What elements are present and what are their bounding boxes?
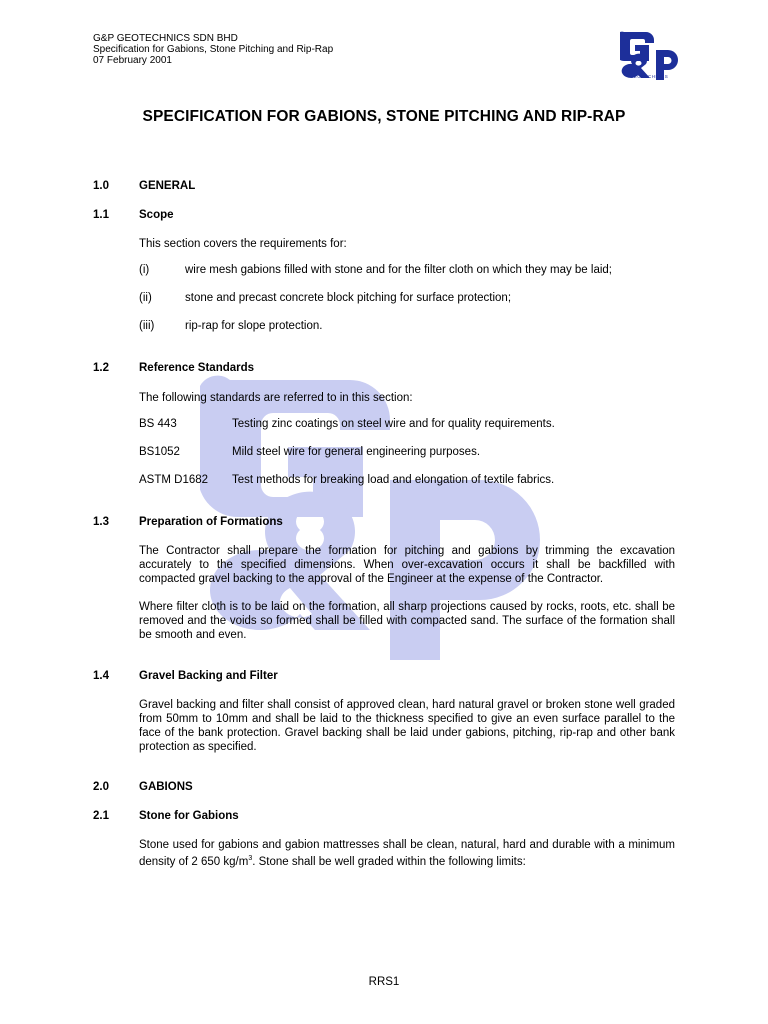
section-number: 1.2 bbox=[93, 362, 109, 374]
logo-caption: GEOTECHNICS bbox=[629, 74, 669, 79]
document-header bbox=[93, 33, 333, 66]
list-item-label: (iii) bbox=[139, 320, 155, 332]
page-title: SPECIFICATION FOR GABIONS, STONE PITCHING AND RIP-RAP bbox=[142, 108, 626, 125]
list-item-text: stone and precast concrete block pitching for surface protection; bbox=[185, 292, 512, 304]
section-heading: Stone for Gabions bbox=[139, 810, 239, 822]
list-item-label: (ii) bbox=[139, 292, 152, 304]
section-heading: GENERAL bbox=[139, 180, 196, 192]
section-number: 2.1 bbox=[93, 810, 109, 822]
paragraph bbox=[139, 838, 675, 869]
paragraph: Gravel backing and filter shall consist of approved clean, hard natural gravel or broken stone well graded from 50mm to 10mm and shall be laid to the thickness specified to give an even surface parallel to the face of the bank protection. Gravel backing shall be laid under gabions, pitching, rip-rap and other bank protection as specified. bbox=[139, 699, 675, 753]
section-heading: Gravel Backing and Filter bbox=[139, 670, 278, 682]
paragraph-text: Stone used for gabions and gabion mattresses shall be clean, natural, hard and durable with a minimum density of 2 650 kg/m bbox=[139, 839, 675, 868]
document-date: 07 February 2001 bbox=[93, 55, 172, 66]
page-number: RRS1 bbox=[368, 976, 400, 988]
paragraph: The following standards are referred to in this section: bbox=[139, 392, 413, 404]
section-number: 1.3 bbox=[93, 516, 109, 528]
section-number: 1.1 bbox=[93, 209, 109, 221]
paragraph: Where filter cloth is to be laid on the formation, all sharp projections caused by rocks, roots, etc. shall be removed and the voids so formed shall be filled with compacted sand. The surface of the formation shall be smooth and even. bbox=[139, 601, 675, 641]
list-item-label: (i) bbox=[139, 264, 150, 276]
company-logo bbox=[620, 30, 678, 88]
section-heading: Reference Standards bbox=[139, 362, 255, 374]
list-item-text: rip-rap for slope protection. bbox=[185, 320, 323, 332]
section-heading: Scope bbox=[139, 209, 174, 221]
standard-description: Testing zinc coatings on steel wire and for quality requirements. bbox=[232, 418, 555, 430]
superscript: 3 bbox=[248, 855, 253, 862]
standard-code: BS 443 bbox=[139, 418, 177, 430]
section-number: 1.4 bbox=[93, 670, 109, 682]
standard-code: ASTM D1682 bbox=[139, 474, 209, 486]
section-number: 2.0 bbox=[93, 781, 109, 793]
section-heading: GABIONS bbox=[139, 781, 193, 793]
standard-description: Test methods for breaking load and elongation of textile fabrics. bbox=[232, 474, 555, 486]
standard-code: BS1052 bbox=[139, 446, 180, 458]
paragraph-text: . Stone shall be well graded within the following limits: bbox=[252, 855, 526, 868]
section-heading: Preparation of Formations bbox=[139, 516, 283, 528]
section-number: 1.0 bbox=[93, 180, 109, 192]
company-name: G&P GEOTECHNICS SDN BHD bbox=[93, 33, 238, 44]
standard-description: Mild steel wire for general engineering purposes. bbox=[232, 446, 481, 458]
document-title-short: Specification for Gabions, Stone Pitching and Rip-Rap bbox=[93, 44, 334, 55]
paragraph: This section covers the requirements for: bbox=[139, 238, 347, 250]
list-item-text: wire mesh gabions filled with stone and for the filter cloth on which they may be laid; bbox=[185, 264, 612, 276]
paragraph: The Contractor shall prepare the formation for pitching and gabions by trimming the excavation accurately to the specified dimensions. When over-excavation occurs it shall be backfilled with compacted gravel backing to the approval of the Engineer at the expense of the Contractor. bbox=[139, 545, 675, 585]
